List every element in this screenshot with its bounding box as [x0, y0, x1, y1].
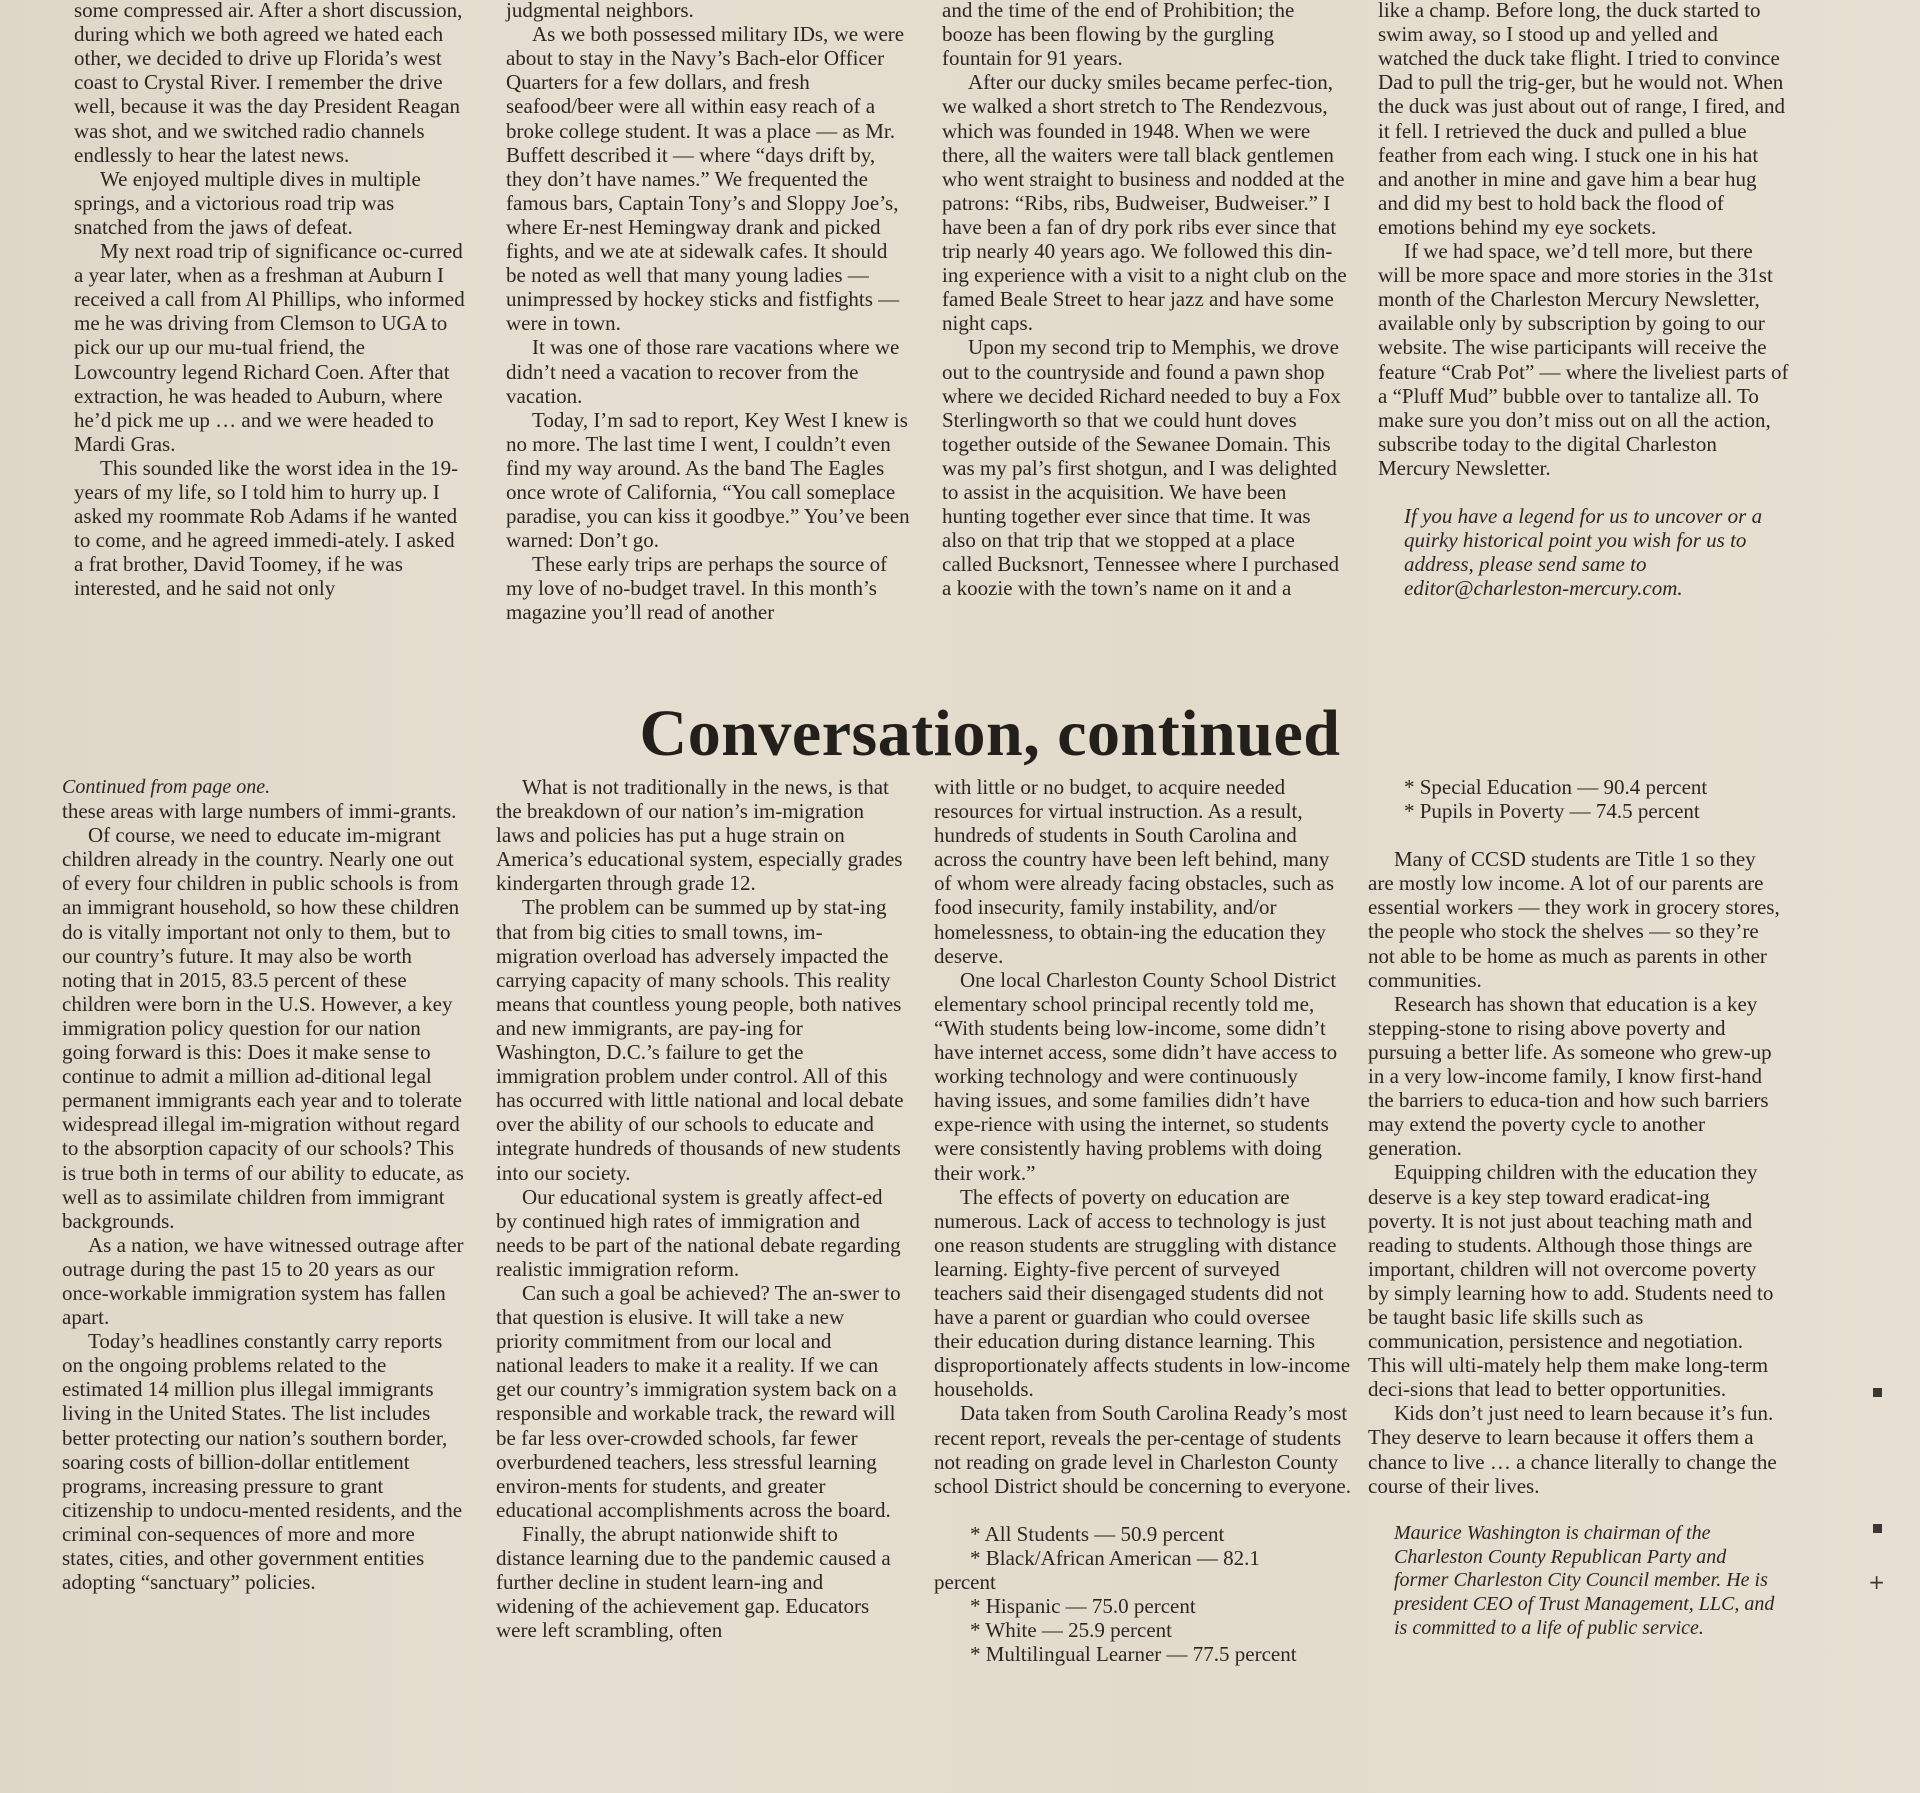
top-column-1: [74, 0, 468, 600]
paragraph: Research has shown that education is a key stepping-stone to rising above poverty and pursuing a better life. As someone who grew-up in a very low-income family, I know first-hand the barriers to educa-tion and how such barriers may extend the poverty cycle to another generation.: [1368, 991, 1772, 1161]
paragraph: We enjoyed multiple dives in multiple springs, and a victorious road trip was snatched from the jaws of defeat.: [74, 166, 421, 239]
bottom-column-4: [1368, 775, 1782, 1641]
paragraph: Data taken from South Carolina Ready’s most recent report, reveals the per-centage of students not reading on grade level in Charleston County school District should be concerning to everyone.: [934, 1401, 1351, 1498]
paragraph: As a nation, we have witnessed outrage after outrage during the past 15 to 20 years as our once-workable immigration system has fallen apart.: [62, 1232, 464, 1330]
paragraph: The effects of poverty on education are numerous. Lack of access to technology is just one reason students are struggling with distance learning. Eighty-five percent of surveyed teachers said their disengaged students did not have a parent or guardian who could oversee their education during distance learning. This disproportionately affects students in low-income households.: [934, 1184, 1351, 1402]
previous-article: [0, 0, 1920, 668]
spacer: [1378, 480, 1790, 504]
spacer: [934, 1498, 1352, 1522]
stat-line: * Hispanic — 75.0 percent: [970, 1594, 1196, 1619]
paragraph: Upon my second trip to Memphis, we drove out to the countryside and found a pawn shop where we decided Richard needed to buy a Fox Sterlingworth so that we could hunt doves together outside of the Sewanee Domain. This was my pal’s first shotgun, and I was delighted to assist in the acquisition. We have been hunting together ever since that time. It was also on that trip that we stopped at a place called Bucksnort, Tennessee where I purchased a koozie with the town’s name on it and a: [942, 335, 1341, 601]
continued-article: [0, 775, 1920, 1793]
paragraph: Today, I’m sad to report, Key West I knew is no more. The last time I went, I couldn’t even find my way around. As the band The Eagles once wrote of California, “You call someplace paradise, you can kiss it goodbye.” You’ve been warned: Don’t go.: [506, 407, 910, 553]
paragraph: One local Charleston County School District elementary school principal recently told me, “With students being low-income, some didn’t have internet access, some didn’t have access to working technology and were continuously having issues, and some families didn’t have expe-rience with using the internet, so students were consistently having problems with doing their work.”: [934, 967, 1338, 1185]
bottom-column-3: [934, 775, 1352, 1666]
paragraph: Kids don’t just need to learn because it’s fun. They deserve to learn because it offers them a chance to live … a chance literally to change the course of their lives.: [1368, 1401, 1777, 1498]
stat-line: * Black/African American — 82.1: [970, 1545, 1260, 1570]
bottom-column-2: [496, 775, 904, 1642]
stat-line: * All Students — 50.9 percent: [970, 1521, 1225, 1546]
continued-from-label: Continued from page one.: [62, 776, 271, 798]
author-bio: Maurice Washington is chairman of the Charleston County Republican Party and former Charleston City Council member. He is president CEO of Trust Management, LLC, and is committed to a life of public service.: [1394, 1521, 1775, 1639]
paragraph: Of course, we need to educate im-migrant children already in the country. Nearly one out of every four children in public schools is from an immigrant household, so how these children do is vitally important not only to them, but to our country’s future. It may also be worth noting that in 2015, 83.5 percent of these children were born in the U.S. However, a key immigration policy question for our nation going forward is this: Does it make sense to continue to admit a million ad-ditional legal permanent immigrants each year and to tolerate widespread illegal im-migration without regard to the absorption capacity of our schools? This is true both in terms of our ability to educate, as well as to assimilate children from immigrant backgrounds.: [62, 823, 464, 1233]
paragraph: This sounded like the worst idea in the 19-years of my life, so I told him to hurry up. I asked my roommate Rob Adams if he wanted to come, and he agreed immedi-ately. I asked a frat brother, David Toomey, if he was interested, and he said not only: [74, 455, 459, 601]
spacer: [1368, 823, 1782, 847]
paragraph: and the time of the end of Prohibition; the booze has been flowing by the gurgling fountain for 91 years.: [942, 0, 1295, 71]
margin-square-mark: [1873, 1388, 1882, 1397]
paragraph: judgmental neighbors.: [506, 0, 694, 23]
paragraph: My next road trip of significance oc-curred a year later, when as a freshman at Auburn I received a call from Al Phillips, who informed me he was driving from Clemson to UGA to pick our up our mu-tual friend, the Lowcountry legend Richard Coen. After that extraction, he was headed to Auburn, where he’d pick me up … and we were headed to Mardi Gras.: [74, 239, 465, 456]
top-column-3: [942, 0, 1348, 600]
paragraph: some compressed air. After a short discussion, during which we both agreed we hated each other, we decided to drive up Florida’s west coast to Crystal River. I remember the drive well, because it was the day President Reagan was shot, and we switched radio channels endlessly to hear the latest news.: [74, 0, 463, 167]
paragraph: Can such a goal be achieved? The an-swer to that question is elusive. It will take a new priority commitment from our local and national leaders to make it a reality. If we can get our country’s immigration system back on a responsible and workable track, the reward will be far less over-crowded schools, far fewer overburdened teachers, less stressful learning environ-ments for students, and greater educational accomplishments across the board.: [496, 1280, 901, 1522]
paragraph: Finally, the abrupt nationwide shift to distance learning due to the pandemic caused a further decline in student learn-ing and widening of the achievement gap. Educators were left scrambling, often: [496, 1521, 891, 1643]
paragraph: It was one of those rare vacations where we didn’t need a vacation to recover from the vacation.: [506, 335, 900, 408]
paragraph: These early trips are perhaps the source of my love of no-budget travel. In this month’s magazine you’ll read of another: [506, 552, 888, 625]
paragraph: As we both possessed military IDs, we were about to stay in the Navy’s Bach-elor Officer Quarters for a few dollars, and fresh seafood/beer were all within easy reach of a broke college student. It was a place — as Mr. Buffett described it — where “days drift by, they don’t have names.” We frequented the famous bars, Captain Tony’s and Sloppy Joe’s, where Er-nest Hemingway drank and picked fights, and we ate at sidewalk cafes. It should be noted as well that many young ladies — unimpressed by hockey sticks and fistfights — were in town.: [506, 22, 905, 336]
margin-square-mark: [1873, 1524, 1882, 1533]
paragraph: If we had space, we’d tell more, but there will be more space and more stories in the 31st month of the Charleston Mercury Newsletter, available only by subscription by going to our website. The wise participants will receive the feature “Crab Pot” — where the liveliest parts of a “Pluff Mud” bubble over to tantalize all. To make sure you don’t miss out on all the action, subscribe today to the digital Charleston Mercury Newsletter.: [1378, 239, 1789, 480]
paragraph: like a champ. Before long, the duck started to swim away, so I stood up and yelled and watched the duck take flight. I tried to convince Dad to pull the trig-ger, but he would not. When the duck was just about out of range, I fired, and it fell. I retrieved the duck and pulled a blue feather from each wing. I stuck one in his hat and another in mine and gave him a bear hug and did my best to hold back the flood of emotions behind my eye sockets.: [1378, 0, 1786, 239]
bottom-column-1: [62, 775, 464, 1594]
paragraph: these areas with large numbers of immi-grants.: [62, 799, 457, 824]
stat-line: * Special Education — 90.4 percent: [1404, 775, 1708, 799]
paragraph: with little or no budget, to acquire needed resources for virtual instruction. As a result, hundreds of students in South Carolina and across the country have been left behind, many of whom were already facing obstacles, such as food insecurity, family instability, and/or homelessness, to obtain-ing the education they deserve.: [934, 775, 1335, 968]
stat-line: * Multilingual Learner — 77.5 percent: [970, 1642, 1297, 1667]
paragraph: Our educational system is greatly affect-ed by continued high rates of immigration and needs to be part of the national debate regarding realistic immigration reform.: [496, 1184, 901, 1281]
stat-line: * White — 25.9 percent: [970, 1618, 1172, 1643]
paragraph: The problem can be summed up by stat-ing that from big cities to small towns, im-migration overload has adversely impacted the carrying capacity of many schools. This reality means that countless young people, both natives and new immigrants, are pay-ing for Washington, D.C.’s failure to get the immigration problem under control. All of this has occurred with little national and local debate over the ability of our schools to educate and integrate hundreds of thousands of new students into our society.: [496, 895, 904, 1185]
headline: Conversation, continued: [639, 697, 1341, 770]
paragraph: Many of CCSD students are Title 1 so they are mostly low income. A lot of our parents are essential workers — they work in grocery stores, the people who stock the shelves — so they’re not able to be home as much as parents in other communities.: [1368, 847, 1780, 992]
stat-line: * Pupils in Poverty — 74.5 percent: [1404, 799, 1700, 824]
paragraph: Equipping children with the education they deserve is a key step toward eradicat-ing poverty. It is not just about teaching math and reading to students. Although those things are important, children will not overcome poverty by simply learning how to add. Students need to be taught basic life skills such as communication, persistence and negotiation. This will ulti-mately help them make long-term deci-sions that lead to better opportunities.: [1368, 1160, 1774, 1402]
margin-plus-mark: +: [1868, 1570, 1885, 1594]
stat-line: percent: [934, 1570, 996, 1594]
paragraph: What is not traditionally in the news, is that the breakdown of our nation’s im-migration laws and policies has put a huge strain on America’s educational system, especially grades kindergarten through grade 12.: [496, 775, 903, 896]
top-column-4: [1378, 0, 1790, 600]
paragraph: Today’s headlines constantly carry reports on the ongoing problems related to the estimated 14 million plus illegal immigrants living in the United States. The list includes better protecting our nation’s southern border, soaring costs of billion-dollar entitlement programs, increasing pressure to grant citizenship to undocu-mented residents, and the criminal con-sequences of more and more states, cities, and other government entities adopting “sanctuary” policies.: [62, 1329, 463, 1595]
paragraph: After our ducky smiles became perfec-tion, we walked a short stretch to The Rendezvous, which was founded in 1948. When we were there, all the waiters were tall black gentlemen who went straight to business and nodded at the patrons: “Ribs, ribs, Budweiser, Budweiser.” I have been a fan of dry pork ribs ever since that trip nearly 40 years ago. We followed this din-ing experience with a visit to a night club on the famed Beale Street to hear jazz and have some night caps.: [942, 70, 1347, 336]
closing-note: If you have a legend for us to uncover or a quirky historical point you wish for us to address, please send same to editor@charleston-mercury.com.: [1404, 503, 1763, 601]
spacer: [1368, 1498, 1782, 1522]
top-column-2: [506, 0, 910, 625]
